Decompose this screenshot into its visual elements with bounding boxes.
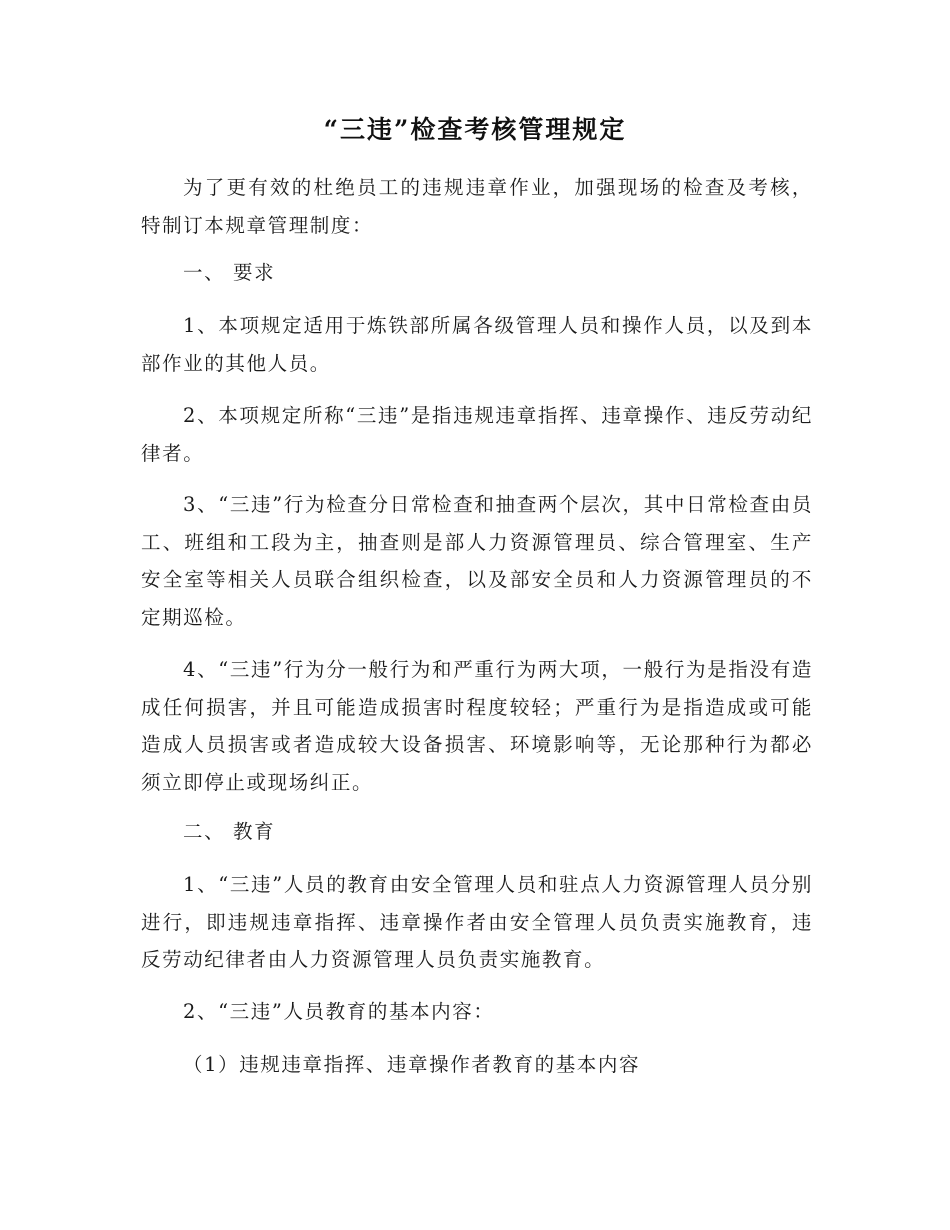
requirement-item-2: 2、本项规定所称“三违”是指违规违章指挥、违章操作、违反劳动纪律者。 [141, 404, 813, 465]
intro-paragraph: 为了更有效的杜绝员工的违规违章作业，加强现场的检查及考核，特制订本规章管理制度： [141, 176, 813, 237]
section-heading-requirements: 一、 要求 [183, 261, 276, 284]
section-heading-education: 二、 教育 [183, 820, 276, 843]
education-item-1: 1、“三违”人员的教育由安全管理人员和驻点人力资源管理人员分别进行，即违规违章指挥、违章操作者由安全管理人员负责实施教育，违反劳动纪律者由人力资源管理人员负责实施教育。 [141, 873, 813, 971]
education-subitem-1: （1）违规违章指挥、违章操作者教育的基本内容 [183, 1053, 641, 1076]
requirement-item-3: 3、“三违”行为检查分日常检查和抽查两个层次，其中日常检查由员工、班组和工段为主，抽查则是部人力资源管理员、综合管理室、生产安全室等相关人员联合组织检查，以及部安全员和人力资源管理员的不定期巡检。 [141, 493, 813, 629]
requirement-item-1: 1、本项规定适用于炼铁部所属各级管理人员和操作人员，以及到本部作业的其他人员。 [141, 314, 813, 375]
requirement-item-4: 4、“三违”行为分一般行为和严重行为两大项，一般行为是指没有造成任何损害，并且可能造成损害时程度较轻；严重行为是指造成或可能造成人员损害或者造成较大设备损害、环境影响等，无论那种行为都必须立即停止或现场纠正。 [141, 658, 813, 794]
education-item-2: 2、“三违”人员教育的基本内容： [183, 1000, 495, 1023]
document-title: “三违”检查考核管理规定 [323, 115, 627, 144]
